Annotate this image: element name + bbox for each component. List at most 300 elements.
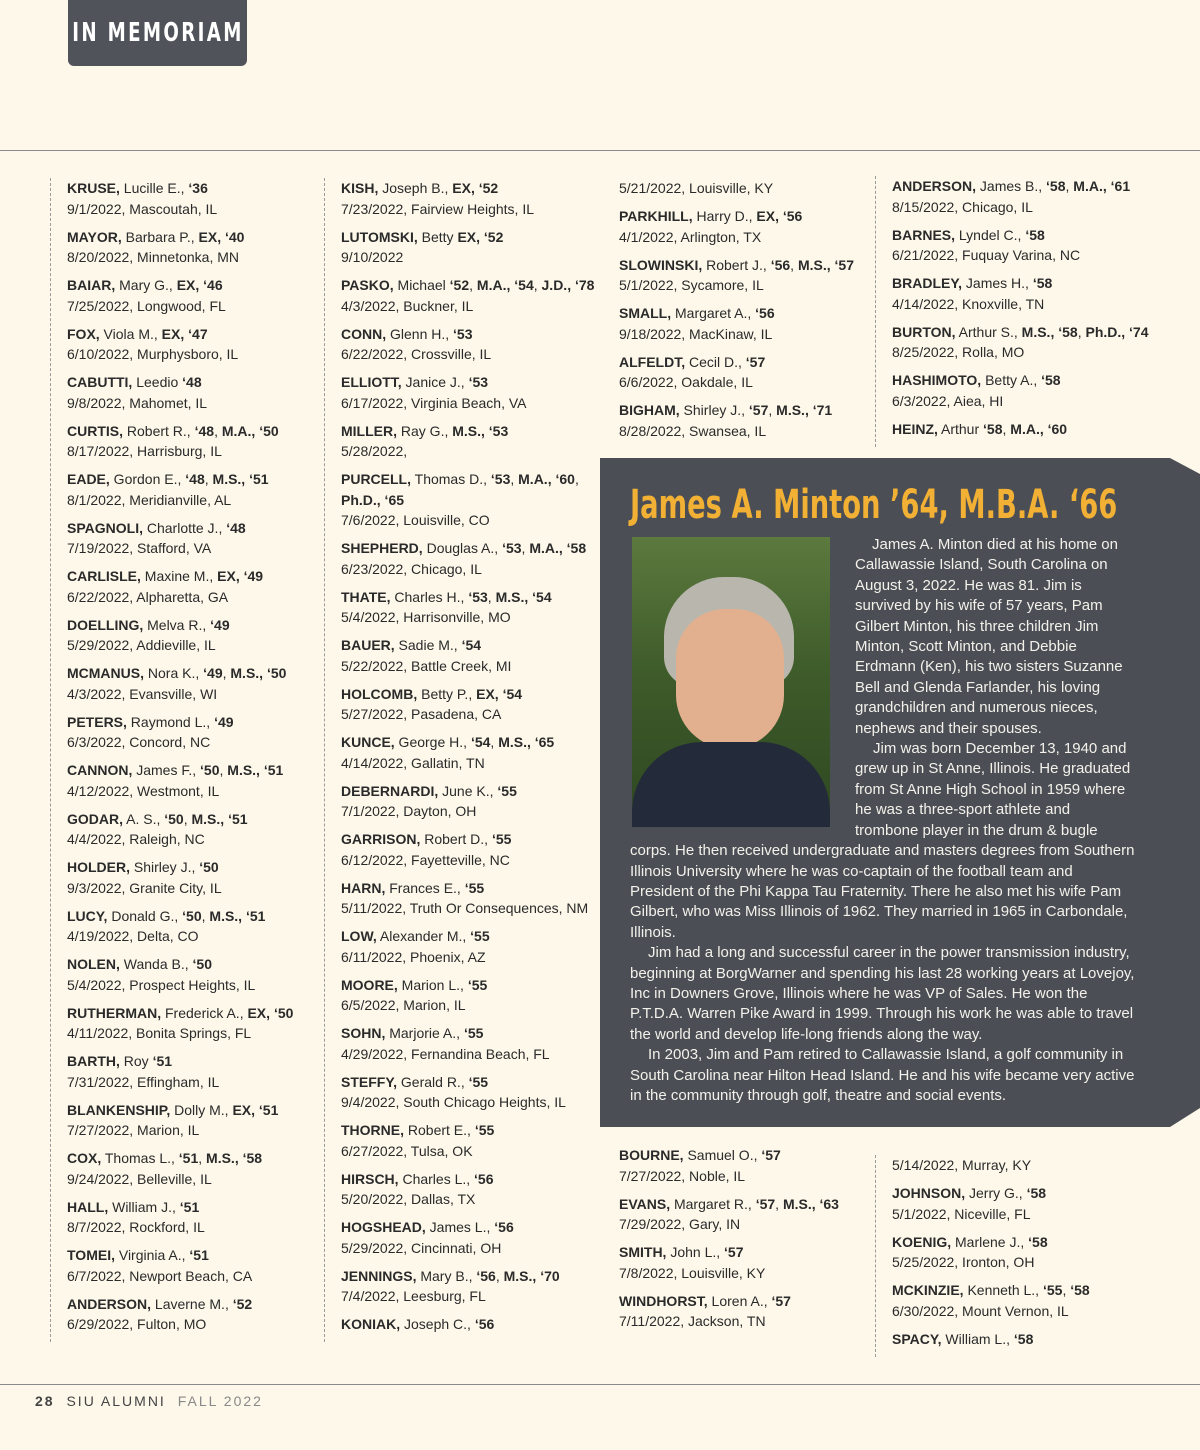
- obituary-entry: [341, 781, 594, 822]
- obituary-surname: THORNE,: [341, 1122, 404, 1138]
- obituary-entry: [67, 712, 293, 753]
- obituary-given-and-degrees: Charles H., ‘53, M.S., ‘54: [390, 588, 552, 605]
- obituary-date-location: 6/7/2022, Newport Beach, CA: [67, 1267, 253, 1284]
- obituary-given-and-degrees: Kenneth L., ‘55, ‘58: [963, 1282, 1090, 1298]
- obituary-date-location: 6/6/2022, Oakdale, IL: [619, 374, 753, 390]
- obituary-entry: [67, 857, 293, 898]
- obituary-entry: [619, 1291, 839, 1332]
- obituary-entry: [341, 178, 594, 219]
- obituary-given-and-degrees: George H., ‘54, M.S., ‘65: [394, 734, 555, 750]
- obituary-given-and-degrees: James F., ‘50, M.S., ‘51: [132, 762, 284, 778]
- obituary-entry: [892, 370, 1149, 411]
- obituary-date-location: 5/29/2022, Addieville, IL: [67, 637, 216, 653]
- obituary-date-location: 6/22/2022, Crossville, IL: [341, 346, 492, 362]
- footer-rule: [0, 1384, 1200, 1385]
- obituary-entry: [341, 324, 594, 365]
- feature-notch-bottom: [1170, 1108, 1200, 1127]
- obituary-entry: [67, 1100, 293, 1141]
- obituary-degrees-continued: Ph.D., ‘65: [341, 491, 405, 508]
- obituary-date-location: 8/25/2022, Rolla, MO: [892, 344, 1025, 360]
- section-label: IN MEMORIAM: [71, 18, 244, 48]
- obituary-entry: [892, 225, 1149, 266]
- obituary-name: [341, 587, 594, 608]
- obituary-column-3: [602, 178, 854, 449]
- obituary-surname: EADE,: [67, 471, 110, 487]
- obituary-entry: [67, 227, 293, 268]
- obituary-entry: [67, 178, 293, 219]
- obituary-given-and-degrees: Robert R., ‘48, M.A., ‘50: [123, 422, 279, 439]
- obituary-entry: [892, 176, 1149, 217]
- obituary-date-location: 5/21/2022, Louisville, KY: [619, 180, 774, 196]
- obituary-given-and-degrees: Loren A., ‘57: [707, 1292, 791, 1309]
- obituary-date-location: 4/14/2022, Knoxville, TN: [892, 295, 1045, 312]
- obituary-given-and-degrees: Glenn H., ‘53: [386, 325, 473, 342]
- obituary-date-location: 8/28/2022, Swansea, IL: [619, 422, 767, 439]
- publication-name: SIU ALUMNI: [66, 1393, 166, 1409]
- obituary-date-location: 6/10/2022, Murphysboro, IL: [67, 346, 239, 362]
- obituary-given-and-degrees: William J., ‘51: [108, 1198, 200, 1215]
- obituary-date-location: 6/3/2022, Aiea, HI: [892, 392, 1004, 409]
- obituary-date-location: 6/23/2022, Chicago, IL: [341, 560, 482, 577]
- obituary-entry: [341, 1120, 594, 1161]
- obituary-entry: [341, 538, 594, 579]
- obituary-surname: KUNCE,: [341, 734, 395, 750]
- obituary-given-and-degrees: Marjorie A., ‘55: [385, 1025, 484, 1041]
- obituary-surname: MCKINZIE,: [892, 1282, 964, 1298]
- obituary-date-location: 9/1/2022, Mascoutah, IL: [67, 200, 218, 217]
- obituary-name: [67, 275, 293, 296]
- obituary-date-location: 7/6/2022, Louisville, CO: [341, 512, 490, 528]
- obituary-given-and-degrees: Marion L., ‘55: [397, 976, 488, 993]
- obituary-given-and-degrees: Mary B., ‘56, M.S., ‘70: [416, 1267, 560, 1284]
- obituary-surname: SLOWINSKI,: [619, 256, 703, 273]
- obituary-surname: GARRISON,: [341, 831, 421, 847]
- page-number: 28: [35, 1393, 55, 1409]
- obituary-given-and-degrees: Jerry G., ‘58: [965, 1185, 1047, 1201]
- obituary-surname: BAUER,: [341, 637, 395, 653]
- obituary-entry: [619, 255, 854, 296]
- obituary-name: [619, 1242, 839, 1263]
- obituary-surname: BAIAR,: [67, 277, 116, 293]
- obituary-entry: [67, 1245, 293, 1286]
- obituary-entry: [619, 400, 854, 441]
- obituary-date-location: 5/4/2022, Harrisonville, MO: [341, 609, 511, 625]
- obituary-given-and-degrees: Gerald R., ‘55: [397, 1073, 489, 1090]
- obituary-name: [892, 1232, 1090, 1253]
- obituary-name: [341, 324, 594, 345]
- obituary-surname: BLANKENSHIP,: [67, 1101, 171, 1118]
- obituary-surname: KOENIG,: [892, 1233, 952, 1250]
- obituary-name: [341, 227, 594, 248]
- obituary-given-and-degrees: Ray G., M.S., ‘53: [397, 422, 509, 439]
- obituary-date-location: 6/17/2022, Virginia Beach, VA: [341, 394, 527, 411]
- obituary-given-and-degrees: Nora K., ‘49, M.S., ‘50: [144, 665, 287, 681]
- obituary-column-2: [324, 178, 594, 1342]
- obituary-name: [67, 1148, 293, 1169]
- obituary-given-and-degrees: Joseph B., EX, ‘52: [378, 180, 499, 196]
- obituary-given-and-degrees: Margaret R., ‘57, M.S., ‘63: [670, 1195, 839, 1212]
- obituary-given-and-degrees: Robert J., ‘56, M.S., ‘57: [702, 256, 854, 273]
- obituary-name: [341, 1314, 594, 1335]
- obituary-surname: ANDERSON,: [67, 1295, 152, 1312]
- obituary-given-and-degrees: Maxine M., EX, ‘49: [140, 568, 264, 584]
- obituary-given-and-degrees: Barbara P., EX, ‘40: [121, 228, 245, 245]
- obituary-name: [341, 538, 594, 559]
- obituary-surname: LOW,: [341, 928, 377, 944]
- obituary-surname: RUTHERMAN,: [67, 1004, 162, 1021]
- obituary-entry: [67, 760, 293, 801]
- obituary-name: [619, 1291, 839, 1312]
- obituary-entry: [341, 1217, 594, 1258]
- obituary-name: [341, 1169, 594, 1190]
- obituary-name: [341, 684, 594, 705]
- obituary-given-and-degrees: Laverne M., ‘52: [151, 1295, 253, 1312]
- obituary-date-location: 4/3/2022, Buckner, IL: [341, 297, 474, 314]
- obituary-entry: [619, 303, 854, 344]
- obituary-given-and-degrees: Viola M., EX, ‘47: [99, 325, 208, 342]
- obituary-date-location: 5/22/2022, Battle Creek, MI: [341, 657, 512, 674]
- obituary-given-and-degrees: Janice J., ‘53: [401, 374, 489, 390]
- obituary-date-location: 4/19/2022, Delta, CO: [67, 928, 199, 944]
- obituary-name: [67, 566, 293, 587]
- obituary-surname: FOX,: [67, 325, 100, 342]
- obituary-surname: PETERS,: [67, 713, 127, 730]
- obituary-name: [892, 1183, 1090, 1204]
- obituary-name: [892, 1280, 1090, 1301]
- obituary-date-location: 8/20/2022, Minnetonka, MN: [67, 249, 239, 265]
- obituary-date-location: 8/15/2022, Chicago, IL: [892, 198, 1033, 215]
- obituary-given-and-degrees: William L., ‘58: [941, 1330, 1034, 1347]
- obituary-entry: [892, 1155, 1090, 1176]
- obituary-entry: [341, 975, 594, 1016]
- obituary-date-location: 6/5/2022, Marion, IL: [341, 997, 466, 1013]
- obituary-name: [67, 178, 293, 199]
- obituary-name: [892, 1329, 1090, 1350]
- obituary-given-and-degrees: Wanda B., ‘50: [119, 956, 212, 972]
- obituary-given-and-degrees: A. S., ‘50, M.S., ‘51: [123, 810, 248, 827]
- feature-paragraph: James A. Minton died at his home on Callawassie Island, South Carolina on August 3, 2022. He was 81. Jim is survived by his wife of 57 years, Pam Gilbert Minton, his three children Jim Minton, Scott Minton, and Debbie Erdmann (Ken), his two sisters Suzanne Bell and Glenda Farlander, his loving grandchildren and numerous nieces, nephews and their spouses.: [855, 536, 1123, 737]
- obituary-surname: HOLCOMB,: [341, 685, 418, 702]
- obituary-entry: [892, 1183, 1090, 1224]
- obituary-entry: [341, 1266, 594, 1307]
- obituary-name: [67, 809, 293, 830]
- obituary-surname: LUTOMSKI,: [341, 228, 418, 245]
- obituary-entry: [67, 566, 293, 607]
- obituary-given-and-degrees: James L., ‘56: [425, 1219, 514, 1235]
- obituary-surname: HALL,: [67, 1198, 109, 1215]
- obituary-entry: [341, 1023, 594, 1064]
- obituary-entry: [892, 273, 1149, 314]
- obituary-given-and-degrees: Alexander M., ‘55: [376, 928, 490, 944]
- obituary-name: [67, 954, 293, 975]
- obituary-surname: HIRSCH,: [341, 1170, 399, 1187]
- obituary-given-and-degrees: Cecil D., ‘57: [685, 353, 766, 370]
- obituary-date-location: 5/28/2022,: [341, 443, 408, 459]
- obituary-surname: ELLIOTT,: [341, 374, 402, 390]
- obituary-name: [67, 663, 293, 684]
- obituary-date-location: 4/12/2022, Westmont, IL: [67, 782, 220, 799]
- obituary-surname: BOURNE,: [619, 1147, 684, 1163]
- obituary-entry: [67, 372, 293, 413]
- obituary-entry: [67, 663, 293, 704]
- obituary-given-and-degrees: Dolly M., EX, ‘51: [170, 1101, 279, 1118]
- obituary-entry: [67, 275, 293, 316]
- obituary-name: [67, 1051, 293, 1072]
- obituary-entry: [341, 372, 594, 413]
- obituary-entry: [341, 732, 594, 773]
- obituary-date-location: 6/30/2022, Mount Vernon, IL: [892, 1302, 1069, 1319]
- obituary-name: [67, 421, 293, 442]
- obituary-name: [619, 352, 854, 373]
- obituary-name: [341, 781, 594, 802]
- obituary-date-location: 6/12/2022, Fayetteville, NC: [341, 851, 510, 868]
- obituary-name: [67, 1100, 293, 1121]
- obituary-entry: [892, 1280, 1090, 1321]
- obituary-surname: NOLEN,: [67, 956, 120, 972]
- obituary-given-and-degrees: Frances E., ‘55: [385, 879, 485, 896]
- obituary-date-location: 4/1/2022, Arlington, TX: [619, 228, 762, 245]
- obituary-name: [341, 1072, 594, 1093]
- obituary-entry: [341, 421, 594, 462]
- feature-paragraph: In 2003, Jim and Pam retired to Callawassie Island, a golf community in South Carolina near Hilton Head Island. He and his wife became very active in the community through golf, theatre and social events.: [630, 1046, 1135, 1104]
- obituary-surname: THATE,: [341, 588, 391, 605]
- obituary-name: [341, 975, 594, 996]
- obituary-entry: [892, 1232, 1090, 1273]
- obituary-surname: GODAR,: [67, 810, 123, 827]
- obituary-given-and-degrees: Charlotte J., ‘48: [142, 519, 246, 536]
- page-footer: [35, 1393, 263, 1409]
- obituary-name: [67, 1245, 293, 1266]
- obituary-name: [892, 176, 1149, 197]
- obituary-name: [619, 1145, 839, 1166]
- obituary-date-location: 7/31/2022, Effingham, IL: [67, 1073, 220, 1090]
- obituary-date-location: 7/27/2022, Marion, IL: [67, 1122, 200, 1138]
- obituary-surname: SOHN,: [341, 1025, 386, 1041]
- obituary-name: [67, 469, 293, 490]
- feature-title: James A. Minton ’64, M.B.A. ‘66: [630, 482, 1118, 528]
- obituary-given-and-degrees: Gordon E., ‘48, M.S., ‘51: [109, 471, 269, 487]
- obituary-given-and-degrees: Roy ‘51: [119, 1053, 173, 1069]
- obituary-given-and-degrees: James B., ‘58, M.A., ‘61: [976, 178, 1131, 194]
- obituary-date-location: 5/29/2022, Cincinnati, OH: [341, 1239, 502, 1256]
- header-rule: [0, 150, 1200, 151]
- obituary-surname: LUCY,: [67, 907, 108, 924]
- obituary-given-and-degrees: Harry D., EX, ‘56: [692, 208, 803, 224]
- obituary-surname: DOELLING,: [67, 616, 144, 633]
- obituary-entry: [67, 1003, 293, 1044]
- obituary-date-location: 5/1/2022, Sycamore, IL: [619, 277, 764, 293]
- obituary-given-and-degrees: Leedio ‘48: [132, 374, 202, 390]
- obituary-date-location: 7/19/2022, Stafford, VA: [67, 540, 212, 556]
- obituary-given-and-degrees: Raymond L., ‘49: [126, 713, 234, 730]
- obituary-name: [341, 635, 594, 656]
- obituary-surname: BRADLEY,: [892, 275, 963, 291]
- obituary-entry: [67, 906, 293, 947]
- obituary-surname: CONN,: [341, 325, 387, 342]
- obituary-date-location: 7/25/2022, Longwood, FL: [67, 297, 226, 314]
- obituary-column-6: [875, 1155, 1090, 1357]
- obituary-surname: EVANS,: [619, 1195, 671, 1212]
- obituary-date-location: 7/27/2022, Noble, IL: [619, 1167, 746, 1184]
- obituary-date-location: 8/1/2022, Meridianville, AL: [67, 491, 232, 508]
- obituary-name: [341, 469, 594, 490]
- obituary-date-location: 4/14/2022, Gallatin, TN: [341, 754, 485, 771]
- obituary-given-and-degrees: James H., ‘58: [962, 275, 1053, 291]
- feature-notch-top: [1170, 458, 1200, 474]
- obituary-date-location: 9/4/2022, South Chicago Heights, IL: [341, 1094, 566, 1110]
- obituary-entry: [67, 1051, 293, 1092]
- obituary-date-location: 6/29/2022, Fulton, MO: [67, 1316, 207, 1332]
- obituary-surname: MAYOR,: [67, 228, 122, 245]
- obituary-date-location: 9/8/2022, Mahomet, IL: [67, 394, 208, 411]
- obituary-given-and-degrees: John L., ‘57: [666, 1244, 744, 1260]
- obituary-name: [619, 255, 854, 276]
- obituary-date-location: 9/24/2022, Belleville, IL: [67, 1170, 212, 1187]
- obituary-date-location: 7/1/2022, Dayton, OH: [341, 803, 477, 819]
- obituary-entry: [67, 518, 293, 559]
- obituary-name: [341, 372, 594, 393]
- obituary-surname: ALFELDT,: [619, 353, 686, 370]
- obituary-date-location: 8/7/2022, Rockford, IL: [67, 1219, 205, 1235]
- obituary-name: [619, 303, 854, 324]
- feature-body: [630, 535, 1135, 1106]
- obituary-given-and-degrees: Arthur S., M.S., ‘58, Ph.D., ‘74: [955, 323, 1149, 340]
- obituary-name: [892, 273, 1149, 294]
- obituary-given-and-degrees: Joseph C., ‘56: [400, 1316, 495, 1332]
- issue-label: FALL 2022: [177, 1393, 263, 1409]
- obituary-name: [67, 1197, 293, 1218]
- obituary-entry: [619, 352, 854, 393]
- feature-paragraph: Jim had a long and successful career in the power transmission industry, beginning at BorgWarner and spending his last 28 working years at Lovejoy, Inc in Downers Grove, Illinois where he was VP of Sales. He won the P.T.D.A. Warren Pike Award in 1999. Through his work he was able to travel the world and develop life-long friends along the way.: [630, 944, 1135, 1043]
- obituary-date-location: 4/3/2022, Evansville, WI: [67, 685, 218, 702]
- obituary-name: [341, 829, 594, 850]
- obituary-column-1: [50, 178, 293, 1342]
- obituary-given-and-degrees: Frederick A., EX, ‘50: [161, 1004, 294, 1021]
- obituary-name: [67, 857, 293, 878]
- obituary-surname: BURTON,: [892, 323, 956, 340]
- obituary-surname: CABUTTI,: [67, 374, 133, 390]
- obituary-name: [892, 225, 1149, 246]
- obituary-entry: [341, 926, 594, 967]
- obituary-given-and-degrees: Robert E., ‘55: [404, 1122, 495, 1138]
- obituary-date-location: 8/17/2022, Harrisburg, IL: [67, 443, 222, 459]
- obituary-date-location: 5/25/2022, Ironton, OH: [892, 1254, 1035, 1270]
- obituary-surname: SHEPHERD,: [341, 540, 423, 556]
- obituary-date-location: 4/29/2022, Fernandina Beach, FL: [341, 1045, 550, 1062]
- obituary-entry: [67, 421, 293, 462]
- obituary-date-location: 7/23/2022, Fairview Heights, IL: [341, 200, 534, 217]
- obituary-date-location: 5/1/2022, Niceville, FL: [892, 1205, 1031, 1222]
- obituary-name: [67, 615, 293, 636]
- obituary-given-and-degrees: Donald G., ‘50, M.S., ‘51: [107, 907, 266, 924]
- obituary-surname: PURCELL,: [341, 471, 411, 487]
- obituary-name: [341, 1217, 594, 1238]
- obituary-given-and-degrees: Charles L., ‘56: [398, 1170, 494, 1187]
- obituary-surname: KISH,: [341, 180, 379, 196]
- obituary-entry: [67, 809, 293, 850]
- obituary-given-and-degrees: Mary G., EX, ‘46: [115, 277, 223, 293]
- obituary-date-location: 6/3/2022, Concord, NC: [67, 734, 211, 750]
- obituary-given-and-degrees: Lyndel C., ‘58: [955, 226, 1045, 243]
- feature-paragraph: Jim was born December 13, 1940 and grew up in St Anne, Illinois. He graduated from St Anne High School in 1959 where he was a three-sport athlete and trombone player in the drum & bugle corps. He then received undergraduate and masters degrees from Southern Illinois University where he was co-captain of the football team and President of the Phi Kappa Tau Fraternity. There he also met his wife Pam Gilbert, who was Miss Illinois of 1962. They married in 1965 in Carbondale, Illinois.: [630, 740, 1135, 941]
- obituary-name: [892, 322, 1149, 343]
- obituary-surname: HOGSHEAD,: [341, 1219, 426, 1235]
- obituary-given-and-degrees: Shirley J., ‘50: [130, 859, 219, 875]
- obituary-name: [619, 206, 854, 227]
- obituary-surname: STEFFY,: [341, 1073, 398, 1090]
- obituary-surname: KONIAK,: [341, 1316, 401, 1332]
- obituary-surname: KRUSE,: [67, 180, 120, 196]
- obituary-given-and-degrees: Betty EX, ‘52: [417, 228, 504, 245]
- obituary-surname: SMALL,: [619, 305, 672, 321]
- obituary-name: [67, 372, 293, 393]
- obituary-surname: HEINZ,: [892, 420, 938, 437]
- obituary-given-and-degrees: Thomas L., ‘51, M.S., ‘58: [101, 1150, 263, 1166]
- obituary-surname: PASKO,: [341, 277, 394, 293]
- obituary-column-4: [875, 176, 1149, 447]
- obituary-given-and-degrees: Michael ‘52, M.A., ‘54, J.D., ‘78: [393, 277, 595, 293]
- obituary-name: [341, 178, 594, 199]
- obituary-name: [67, 518, 293, 539]
- obituary-surname: JENNINGS,: [341, 1267, 417, 1284]
- obituary-entry: [619, 1194, 839, 1235]
- obituary-name: [892, 419, 1149, 440]
- obituary-entry: [619, 178, 854, 199]
- obituary-surname: SPACY,: [892, 1330, 942, 1347]
- obituary-surname: HOLDER,: [67, 859, 130, 875]
- obituary-surname: SPAGNOLI,: [67, 519, 143, 536]
- obituary-entry: [619, 1242, 839, 1283]
- obituary-surname: BIGHAM,: [619, 402, 680, 418]
- obituary-date-location: 7/11/2022, Jackson, TN: [619, 1313, 766, 1329]
- obituary-date-location: 4/4/2022, Raleigh, NC: [67, 831, 205, 847]
- obituary-given-and-degrees: Shirley J., ‘57, M.S., ‘71: [679, 402, 833, 418]
- obituary-name: [619, 400, 854, 421]
- obituary-entry: [341, 587, 594, 628]
- obituary-column-5: [602, 1145, 839, 1339]
- obituary-surname: CURTIS,: [67, 422, 123, 439]
- obituary-entry: [619, 1145, 839, 1186]
- obituary-surname: HARN,: [341, 879, 386, 896]
- obituary-name: [341, 1023, 594, 1044]
- obituary-surname: ANDERSON,: [892, 178, 977, 194]
- obituary-surname: MOORE,: [341, 976, 398, 993]
- obituary-entry: [67, 1197, 293, 1238]
- obituary-date-location: 7/29/2022, Gary, IN: [619, 1216, 741, 1232]
- obituary-surname: WINDHORST,: [619, 1292, 708, 1309]
- obituary-date-location: 6/27/2022, Tulsa, OK: [341, 1142, 473, 1159]
- obituary-name: [341, 1120, 594, 1141]
- obituary-given-and-degrees: Douglas A., ‘53, M.A., ‘58: [422, 540, 587, 556]
- obituary-surname: BARNES,: [892, 226, 956, 243]
- obituary-name: [341, 926, 594, 947]
- obituary-entry: [892, 322, 1149, 363]
- obituary-surname: CANNON,: [67, 762, 133, 778]
- obituary-given-and-degrees: Betty P., EX, ‘54: [417, 685, 523, 702]
- obituary-date-location: 9/10/2022: [341, 249, 404, 265]
- obituary-entry: [341, 469, 594, 531]
- obituary-given-and-degrees: Melva R., ‘49: [143, 616, 230, 633]
- obituary-name: [341, 1266, 594, 1287]
- obituary-entry: [67, 954, 293, 995]
- obituary-surname: PARKHILL,: [619, 208, 693, 224]
- obituary-date-location: 9/3/2022, Granite City, IL: [67, 879, 222, 896]
- obituary-entry: [341, 1314, 594, 1335]
- obituary-given-and-degrees: Sadie M., ‘54: [394, 637, 482, 653]
- obituary-surname: BARTH,: [67, 1053, 120, 1069]
- obituary-given-and-degrees: Marlene J., ‘58: [951, 1233, 1048, 1250]
- obituary-surname: MILLER,: [341, 422, 397, 439]
